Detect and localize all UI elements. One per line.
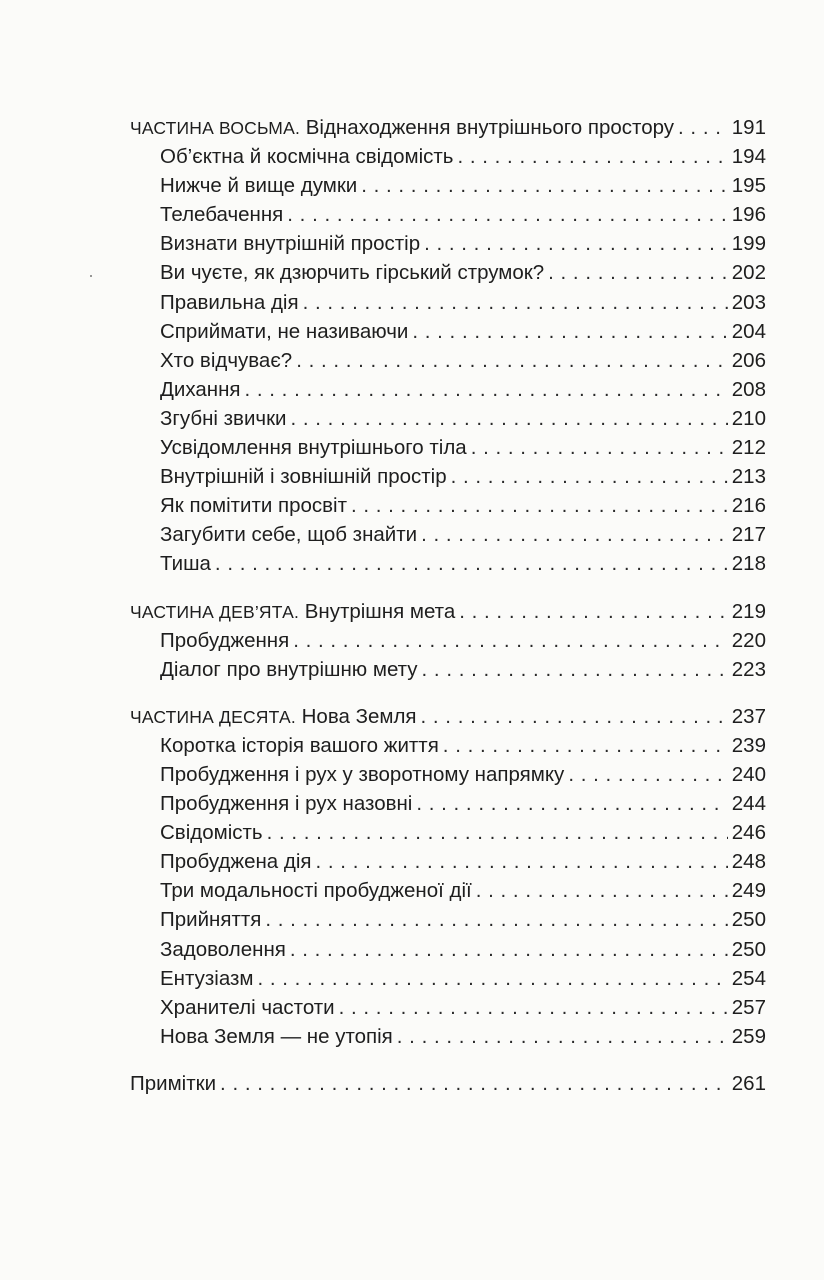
dot-leader [421, 520, 728, 549]
dot-leader [471, 433, 728, 462]
part-title: Внутрішня мета [304, 599, 456, 623]
page-number: 223 [731, 657, 766, 681]
toc-entry [130, 549, 766, 578]
dot-leader [257, 964, 727, 993]
toc-entry-title [130, 597, 455, 627]
toc-entry [130, 229, 766, 258]
toc-entry-title [130, 702, 417, 732]
page-number: 212 [731, 436, 766, 460]
toc-section-part-ten [130, 702, 766, 1051]
toc-notes [130, 1069, 766, 1098]
dot-leader [476, 876, 728, 905]
dot-leader [457, 142, 727, 171]
toc-entry-title: Задоволення [160, 937, 286, 961]
page-number: 202 [731, 261, 766, 285]
page-number: 244 [731, 792, 766, 816]
toc-entry-title: Об’єктна й космічна свідомість [160, 145, 454, 169]
page-number: 249 [731, 879, 766, 903]
dot-leader [245, 375, 728, 404]
paper-speck [90, 275, 92, 277]
dot-leader [291, 404, 728, 433]
dot-leader [267, 818, 728, 847]
toc-entry [130, 317, 766, 346]
toc-entry [130, 491, 766, 520]
toc-entry [130, 346, 766, 375]
toc-entry [130, 258, 766, 287]
dot-leader [424, 229, 728, 258]
dot-leader [678, 113, 728, 142]
toc-entry [130, 789, 766, 818]
part-title: Нова Земля [301, 704, 417, 728]
page-number: 216 [731, 494, 766, 518]
toc-entry [130, 626, 766, 655]
dot-leader [421, 702, 728, 731]
toc-entry [130, 905, 766, 934]
toc-entry-title: Ентузіазм [160, 966, 254, 990]
page-number: 220 [731, 628, 766, 652]
toc-entry-title: Коротка історія вашого життя [160, 733, 439, 757]
page-number: 248 [731, 850, 766, 874]
toc-entry-title: Правильна дія [160, 290, 299, 314]
toc-entry [130, 876, 766, 905]
toc-entry-title: Пробуджена дія [160, 850, 312, 874]
toc-entry [130, 433, 766, 462]
dot-leader [351, 491, 728, 520]
page-number: 250 [731, 937, 766, 961]
table-of-contents [130, 113, 766, 1098]
toc-entry-title: Внутрішній і зовнішній простір [160, 465, 447, 489]
toc-entry [130, 847, 766, 876]
toc-entry [130, 200, 766, 229]
toc-entry-title: Тиша [160, 552, 211, 576]
page-number: 239 [731, 733, 766, 757]
dot-leader [296, 346, 728, 375]
dot-leader [290, 935, 728, 964]
toc-entry-title: Як помітити просвіт [160, 494, 347, 518]
part-label: ЧАСТИНА ДЕВ’ЯТА. [130, 601, 300, 622]
dot-leader [316, 847, 728, 876]
toc-entry-title: Примітки [130, 1071, 217, 1095]
toc-entry-title: Хто відчуває? [160, 348, 293, 372]
part-label: ЧАСТИНА ВОСЬМА. [130, 118, 301, 138]
toc-entry-title: Діалог про внутрішню мету [160, 657, 418, 681]
toc-entry-title: Пробудження і рух у зворотному напрямку [160, 762, 565, 786]
page-number: 191 [731, 116, 766, 139]
toc-part-heading [130, 597, 766, 626]
toc-entry [130, 964, 766, 993]
page-number: 204 [731, 319, 766, 343]
toc-entry [130, 520, 766, 549]
dot-leader [568, 760, 727, 789]
page-number: 210 [731, 406, 766, 430]
page-number: 237 [731, 704, 766, 728]
dot-leader [361, 171, 728, 200]
part-title: Віднаходження внутрішнього простору [305, 116, 675, 139]
dot-leader [397, 1022, 728, 1051]
dot-leader [416, 789, 727, 818]
dot-leader [265, 905, 727, 934]
dot-leader [220, 1069, 728, 1098]
dot-leader [303, 288, 728, 317]
toc-entry-title: Визнати внутрішній простір [160, 232, 421, 256]
toc-entry [130, 142, 766, 171]
page-number: 240 [731, 762, 766, 786]
page-number: 246 [731, 821, 766, 845]
toc-entry-title [130, 113, 674, 143]
page-number: 203 [731, 290, 766, 314]
toc-entry-title: Згубні звички [160, 406, 287, 430]
toc-entry [130, 404, 766, 433]
toc-entry [130, 375, 766, 404]
toc-part-heading [130, 113, 766, 142]
toc-entry [130, 731, 766, 760]
page-number: 217 [731, 523, 766, 547]
dot-leader [339, 993, 728, 1022]
toc-entry-title: Прийняття [160, 908, 262, 932]
page-number: 194 [731, 145, 766, 169]
toc-entry-title: Сприймати, не називаючи [160, 319, 409, 343]
toc-entry-title: Ви чуєте, як дзюрчить гірський струмок? [160, 261, 545, 285]
page-number: 261 [731, 1071, 766, 1095]
dot-leader [422, 655, 728, 684]
page-number: 257 [731, 995, 766, 1019]
toc-entry-title: Телебачення [160, 203, 284, 227]
toc-part-heading [130, 702, 766, 731]
page-number: 219 [731, 599, 766, 623]
page-number: 199 [731, 232, 766, 256]
toc-entry [130, 288, 766, 317]
part-label: ЧАСТИНА ДЕСЯТА. [130, 706, 296, 727]
toc-entry-title: Нова Земля — не утопія [160, 1024, 393, 1048]
page-number: 206 [731, 348, 766, 372]
toc-entry-title: Пробудження і рух назовні [160, 792, 413, 816]
toc-entry-title: Пробудження [160, 628, 290, 652]
dot-leader [412, 317, 727, 346]
page-number: 213 [731, 465, 766, 489]
dot-leader [451, 462, 728, 491]
toc-entry-title: Загубити себе, щоб знайти [160, 523, 418, 547]
toc-entry-title: Дихання [160, 377, 241, 401]
dot-leader [215, 549, 728, 578]
page-number: 259 [731, 1024, 766, 1048]
page-number: 208 [731, 377, 766, 401]
page-number: 195 [731, 174, 766, 198]
toc-entry-title: Свідомість [160, 821, 263, 845]
toc-entry [130, 935, 766, 964]
toc-entry-title: Усвідомлення внутрішнього тіла [160, 436, 467, 460]
toc-entry [130, 818, 766, 847]
dot-leader [443, 731, 728, 760]
toc-entry-title: Хранителі частоти [160, 995, 335, 1019]
toc-entry-title: Нижче й вище думки [160, 174, 358, 198]
toc-entry-title: Три модальності пробудженої дії [160, 879, 472, 903]
dot-leader [293, 626, 728, 655]
toc-section-part-eight [130, 113, 766, 579]
toc-entry [130, 993, 766, 1022]
dot-leader [287, 200, 728, 229]
toc-entry [130, 462, 766, 491]
toc-section-part-nine [130, 597, 766, 684]
page-number: 218 [731, 552, 766, 576]
dot-leader [459, 597, 728, 626]
dot-leader [548, 258, 728, 287]
page-number: 254 [731, 966, 766, 990]
toc-entry [130, 760, 766, 789]
page-number: 250 [731, 908, 766, 932]
page-number: 196 [731, 203, 766, 227]
toc-entry [130, 655, 766, 684]
toc-entry [130, 1022, 766, 1051]
toc-entry [130, 171, 766, 200]
